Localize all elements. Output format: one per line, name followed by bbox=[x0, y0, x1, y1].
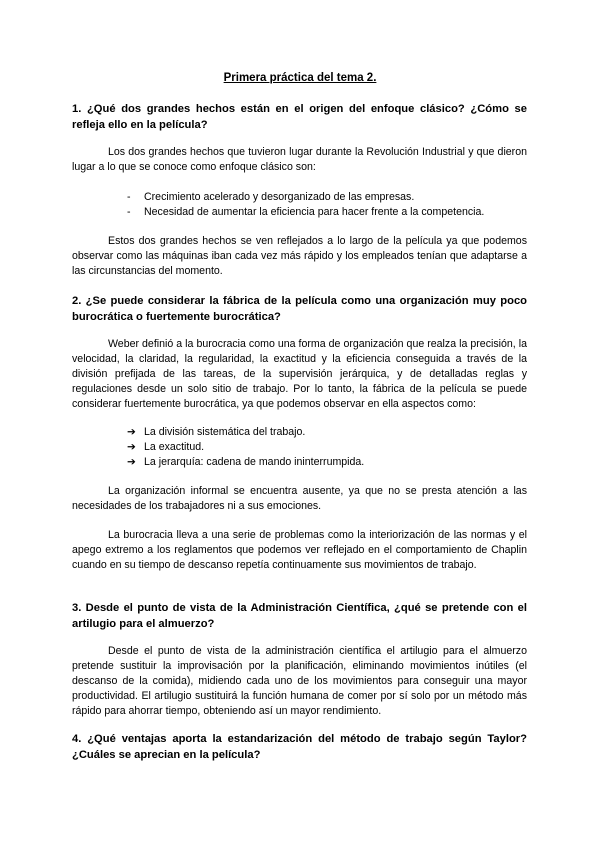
q3-paragraph-1-text: Desde el punto de vista de la administración científica el artilugio para el almuerzo pretende sustituir la improvisación por la planificación, eliminando movimientos inútiles (el descanso de la comida), midiendo cada uno de los movimientos para conseguir una mayor productividad. El artilugio sustituirá la función humana de comer por sí solo por un método más rápido para ahorrar tiempo, obteniendo así un mayor rendimiento. bbox=[72, 645, 527, 717]
q2-paragraph-2-text: La organización informal se encuentra ausente, ya que no se presta atención a las necesidades de los trabajadores ni a sus emociones. bbox=[72, 485, 527, 512]
q2-paragraph-2 bbox=[72, 484, 527, 514]
question-4: 4. ¿Qué ventajas aporta la estandarización del método de trabajo según Taylor? ¿Cuáles se aprecian en la película? bbox=[72, 733, 527, 761]
list-item bbox=[127, 455, 527, 470]
q1-paragraph-2-text: Estos dos grandes hechos se ven reflejados a lo largo de la película ya que podemos observar como las máquinas iban cada vez más rápido y los empleados tenían que adaptarse a las circunstancias del momento. bbox=[72, 235, 527, 277]
q2-list bbox=[127, 425, 527, 470]
list-item-text: Crecimiento acelerado y desorganizado de las empresas. bbox=[144, 191, 415, 203]
q2-paragraph-1-text: Weber definió a la burocracia como una forma de organización que realza la precisión, la velocidad, la claridad, la regularidad, la exactitud y la eficiencia conseguida a través de la división prefijada de las tareas, de la supervisión jerárquica, y de detalladas reglas y regulaciones desde un solo sitio de trabajo. Por lo tanto, la fábrica de la película se puede considerar fuertemente burocrática, ya que podemos observar en ella aspectos como: bbox=[72, 338, 527, 410]
q1-list bbox=[127, 190, 527, 220]
page-title: Primera práctica del tema 2. bbox=[223, 72, 377, 84]
q1-paragraph-1-text: Los dos grandes hechos que tuvieron lugar durante la Revolución Industrial y que dieron lugar a lo que se conoce como enfoque clásico son: bbox=[72, 146, 527, 173]
list-item bbox=[127, 205, 527, 220]
question-3: 3. Desde el punto de vista de la Administración Científica, ¿qué se pretende con el artilugio para el almuerzo? bbox=[72, 602, 527, 630]
list-item-text: La exactitud. bbox=[144, 441, 205, 453]
list-item-text: Necesidad de aumentar la eficiencia para hacer frente a la competencia. bbox=[144, 206, 485, 218]
arrow-right-icon: ➔ bbox=[127, 426, 136, 438]
list-item bbox=[127, 425, 527, 440]
q1-paragraph-2 bbox=[72, 234, 527, 279]
q2-paragraph-1 bbox=[72, 337, 527, 412]
list-item-text: La división sistemática del trabajo. bbox=[144, 426, 306, 438]
arrow-right-icon: ➔ bbox=[127, 441, 136, 453]
q3-paragraph-1 bbox=[72, 644, 527, 719]
arrow-right-icon: ➔ bbox=[127, 456, 136, 468]
q1-paragraph-1 bbox=[72, 145, 527, 175]
list-item-text: La jerarquía: cadena de mando ininterrumpida. bbox=[144, 456, 365, 468]
q2-paragraph-3-text: La burocracia lleva a una serie de problemas como la interiorización de las normas y el apego extremo a los reglamentos que podemos ver reflejado en el comportamiento de Chaplin cuando en su tiempo de descanso repetía continuamente sus movimientos de trabajo. bbox=[72, 529, 527, 571]
list-item bbox=[127, 190, 527, 205]
dash-bullet: - bbox=[127, 206, 131, 218]
dash-bullet: - bbox=[127, 191, 131, 203]
list-item bbox=[127, 440, 527, 455]
question-1: 1. ¿Qué dos grandes hechos están en el origen del enfoque clásico? ¿Cómo se refleja ello en la película? bbox=[72, 103, 527, 131]
question-2: 2. ¿Se puede considerar la fábrica de la película como una organización muy poco burocrática o fuertemente burocrática? bbox=[72, 295, 527, 323]
q2-paragraph-3 bbox=[72, 528, 527, 573]
